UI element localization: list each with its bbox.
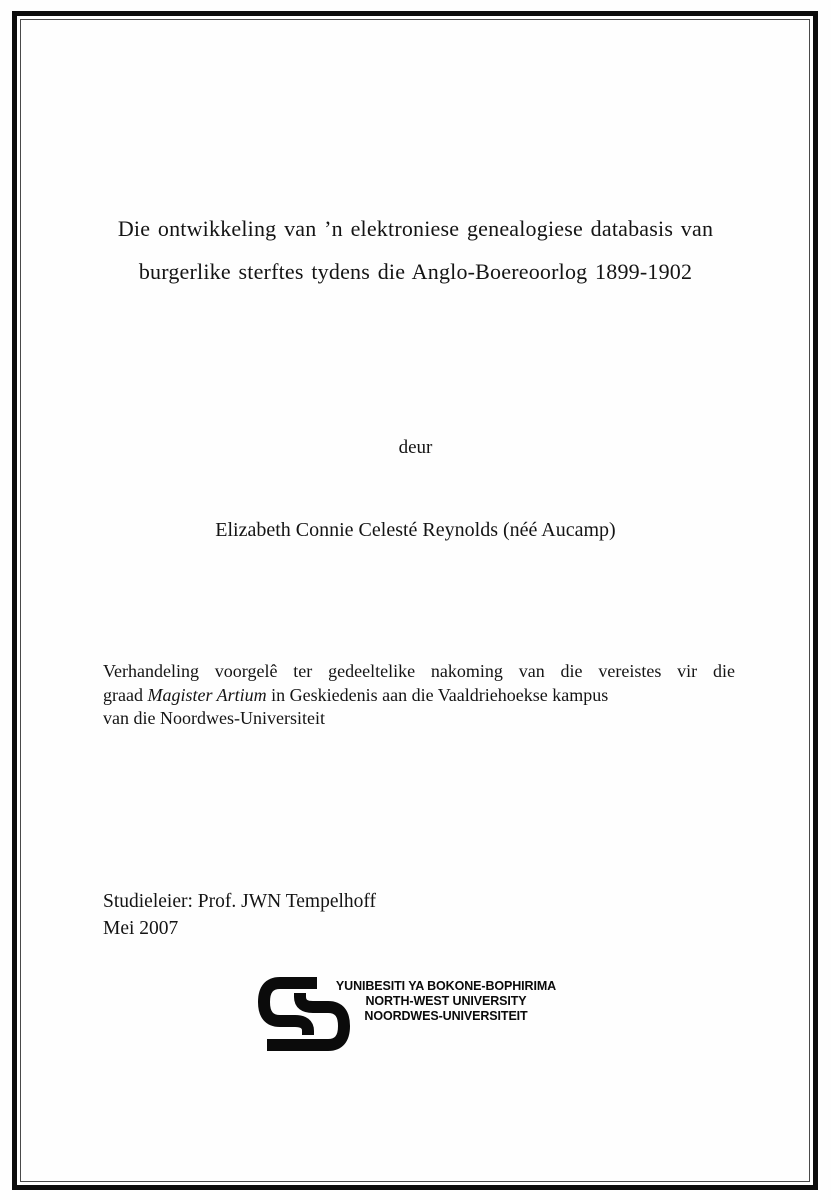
byline-label: deur <box>398 437 433 458</box>
submission-line1: Verhandeling voorgelê ter gedeeltelike nakoming van die vereistes vir die <box>103 661 735 681</box>
logo-line-afrikaans: NOORDWES-UNIVERSITEIT <box>364 1009 528 1023</box>
supervisor-block <box>103 888 376 942</box>
submission-line2-prefix: graad <box>103 684 148 705</box>
nwu-logo-text <box>318 979 574 1024</box>
logo-line-setswana: YUNIBESITI YA BOKONE-BOPHIRIMA <box>335 979 557 993</box>
author-name: Elizabeth Connie Celesté Reynolds (néé Aucamp) <box>215 519 616 541</box>
thesis-title <box>50 207 781 293</box>
nwu-logo <box>256 975 586 1055</box>
submission-statement <box>103 660 735 731</box>
thesis-title-line2: burgerlike sterftes tydens die Anglo-Boereoorlog 1899-1902 <box>138 259 693 284</box>
date-line: Mei 2007 <box>103 918 179 939</box>
submission-line2 <box>103 684 735 708</box>
submission-line2-suffix: in Geskiedenis aan die Vaaldriehoekse kampus <box>266 684 609 705</box>
thesis-title-line1: Die ontwikkeling van ’n elektroniese genealogiese databasis van <box>117 216 714 241</box>
degree-name: Magister Artium <box>147 684 267 705</box>
supervisor-line: Studieleier: Prof. JWN Tempelhoff <box>103 891 377 912</box>
submission-line3: van die Noordwes-Universiteit <box>103 708 325 728</box>
logo-line-english: NORTH-WEST UNIVERSITY <box>365 994 527 1008</box>
